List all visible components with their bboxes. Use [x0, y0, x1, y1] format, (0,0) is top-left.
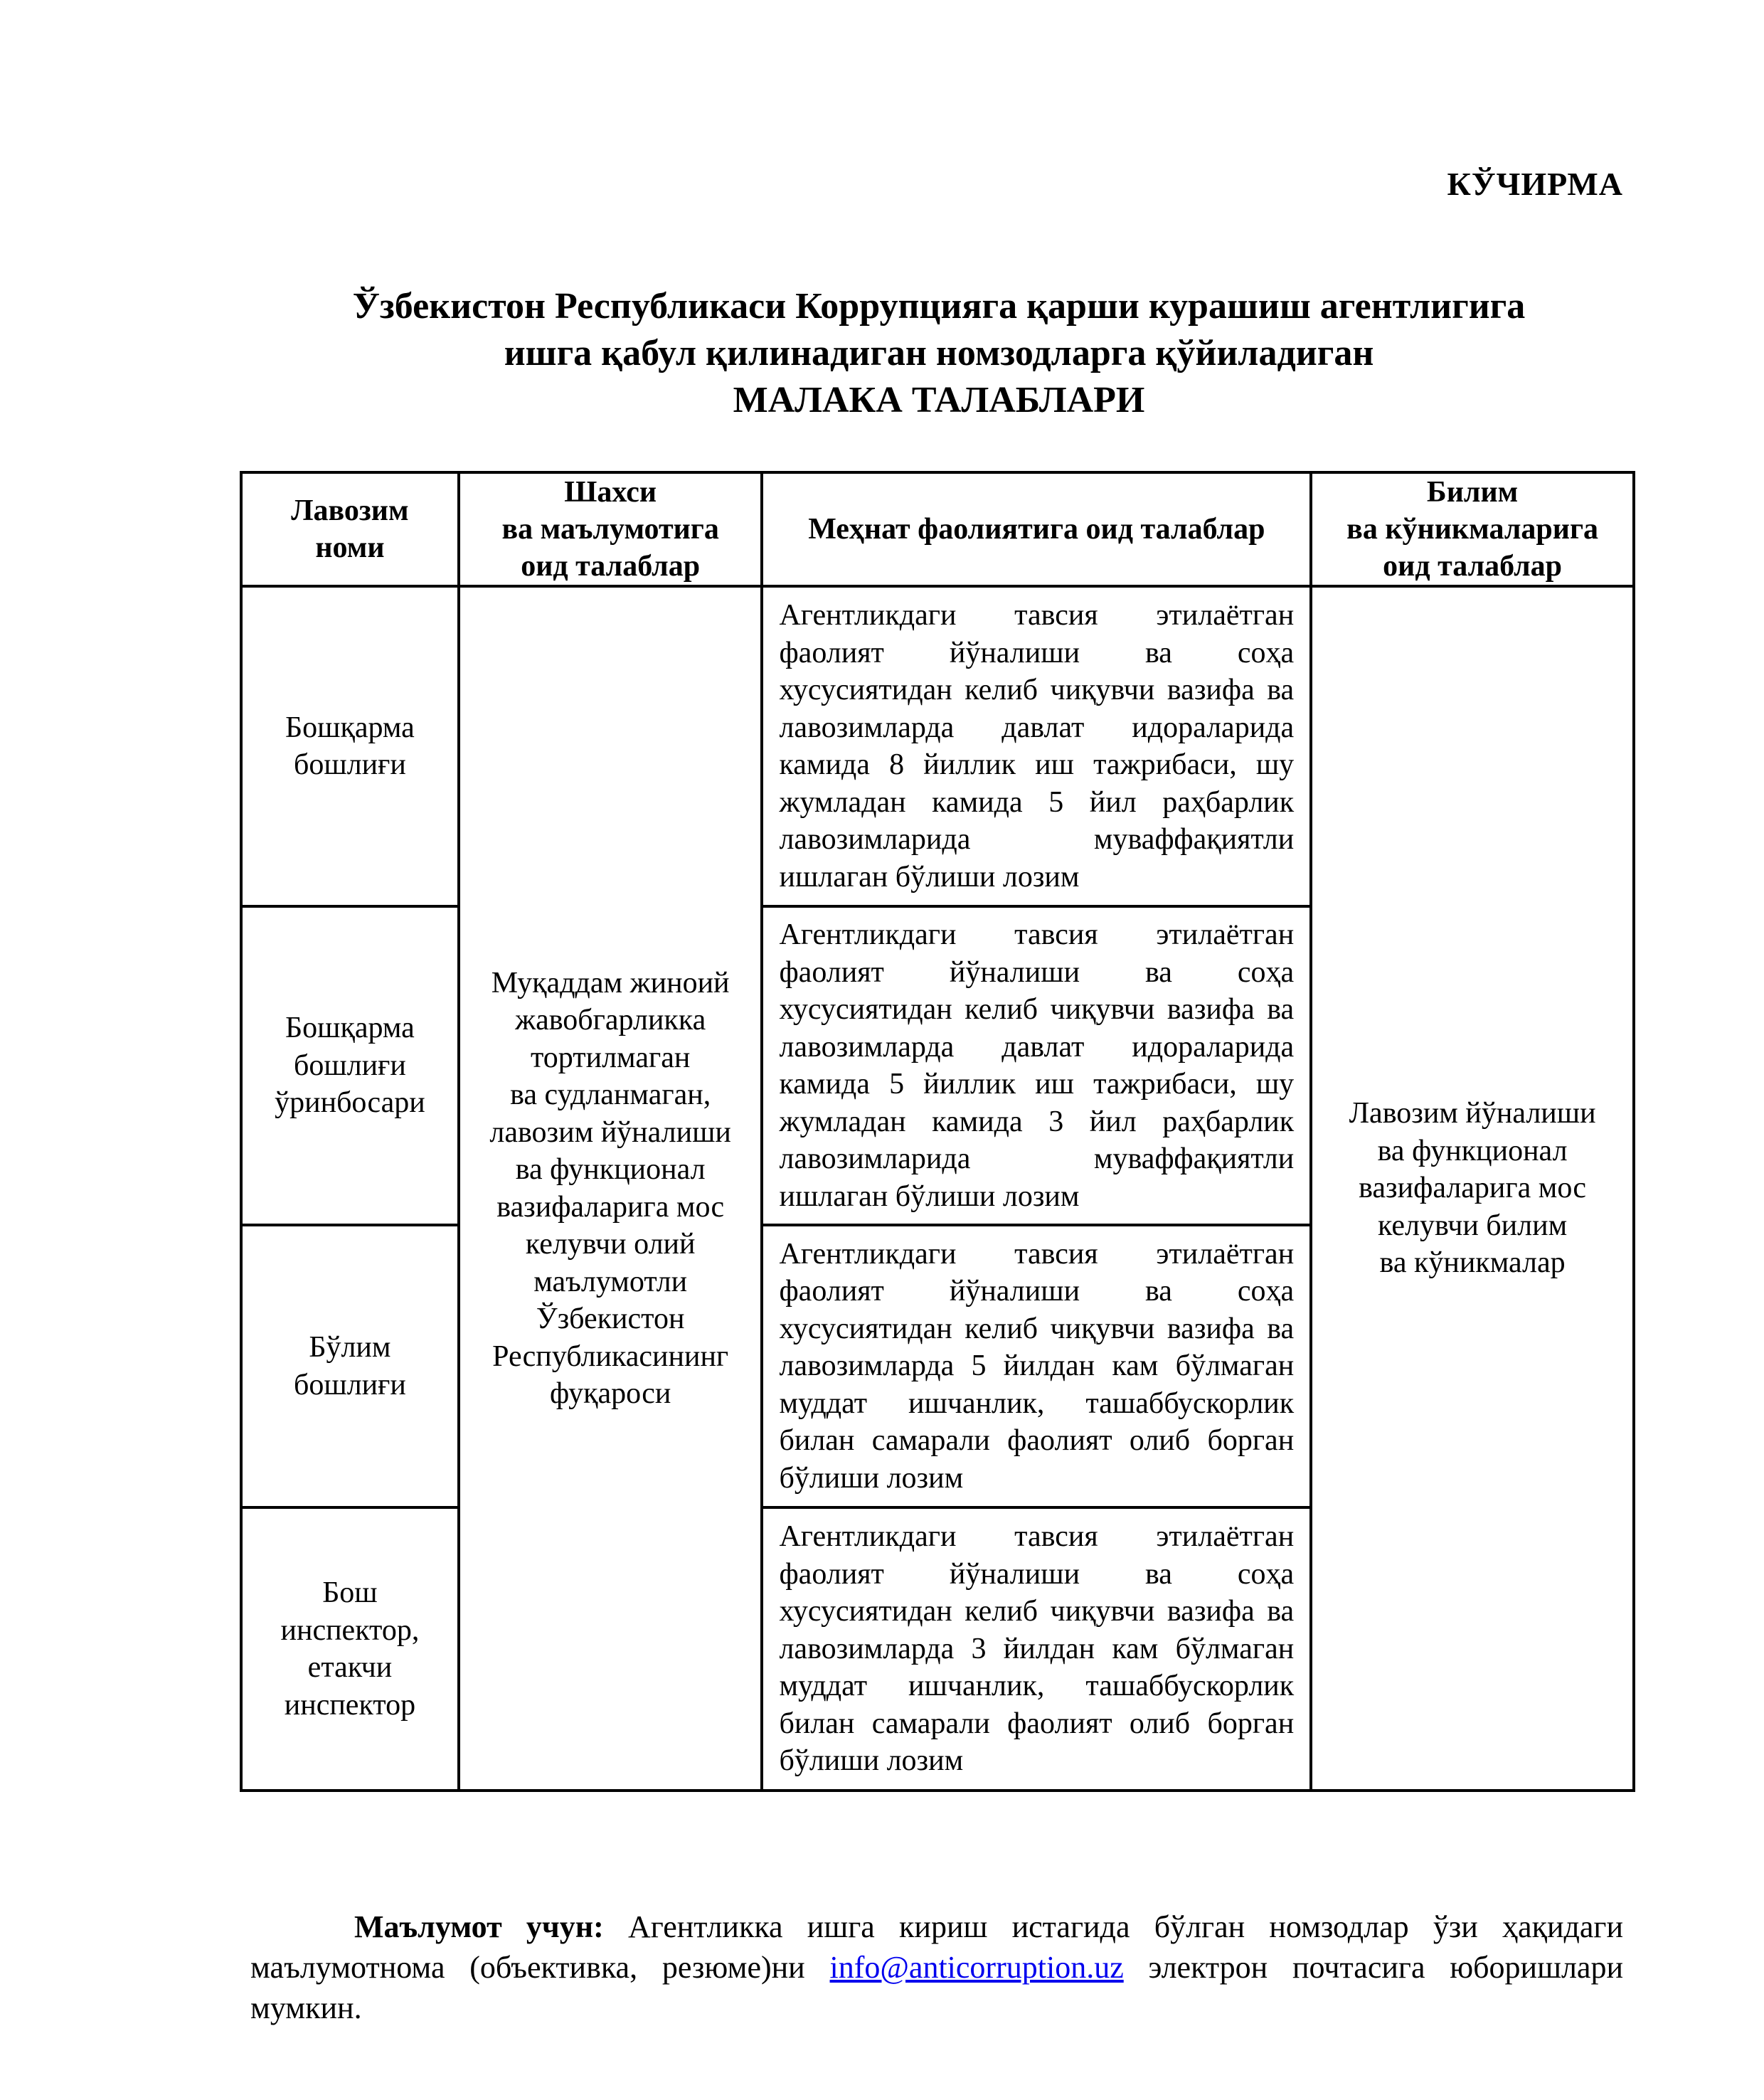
- header-knowledge-skills: Билим ва кўникмаларига оид талаблар: [1311, 472, 1634, 586]
- document-label: КЎЧИРМА: [1447, 166, 1623, 202]
- table-row: [241, 586, 1634, 906]
- knowledge-requirements-cell: Лавозим йўналиши ва функционал вазифаларига мос келувчи билим ва кўникмалар: [1311, 586, 1634, 1791]
- position-cell: Бўлим бошлиғи: [241, 1225, 459, 1507]
- table-header-row: [241, 472, 1634, 586]
- title-line-1: Ўзбекистон Республикаси Коррупцияга қарши курашиш агентлигига: [352, 286, 1526, 327]
- header-personal-requirements: Шахси ва маълумотига оид талаблар: [459, 472, 763, 586]
- experience-cell: Агентликдаги тавсия этилаётган фаолият йўналиши ва соҳа хусусиятидан келиб чиқувчи вазифа ва лавозимларда 5 йилдан кам бўлмаган муддат ишчанлик, ташаббускорлик билан самарали фаолият олиб борган бўлиши лозим: [762, 1225, 1311, 1507]
- position-cell: Бошқарма бошлиғи: [241, 586, 459, 906]
- position-cell: Бош инспектор, етакчи инспектор: [241, 1507, 459, 1791]
- title-line-3: МАЛАКА ТАЛАБЛАРИ: [733, 380, 1145, 420]
- experience-cell: Агентликдаги тавсия этилаётган фаолият йўналиши ва соҳа хусусиятидан келиб чиқувчи вазифа ва лавозимларда 3 йилдан кам бўлмаган муддат ишчанлик, ташаббускорлик билан самарали фаолият олиб борган бўлиши лозим: [762, 1507, 1311, 1791]
- title-line-2: ишга қабул қилинадиган номзодларга қўйиладиган: [504, 333, 1374, 373]
- header-work-experience: Меҳнат фаолиятига оид талаблар: [762, 472, 1311, 586]
- document-title: [242, 283, 1636, 424]
- footer-text-after-link: электрон почтасига юборишлари мумкин.: [250, 1950, 1623, 2025]
- footer-lead: Маълумот учун:: [354, 1909, 604, 1944]
- email-link[interactable]: info@anticorruption.uz: [829, 1950, 1124, 1985]
- footer-note: [250, 1907, 1623, 2028]
- experience-cell: Агентликдаги тавсия этилаётган фаолият йўналиши ва соҳа хусусиятидан келиб чиқувчи вазифа ва лавозимларда давлат идораларида камида 8 йиллик иш тажрибаси, шу жумладан камида 5 йил раҳбарлик лавозимларида муваффақиятли ишлаган бўлиши лозим: [762, 586, 1311, 906]
- position-cell: Бошқарма бошлиғи ўринбосари: [241, 906, 459, 1225]
- requirements-table: [240, 471, 1635, 1792]
- footer-text-before-link: Агентликка ишга кириш истагида бўлган номзодлар ўзи ҳақидаги маълумотнома (объективка, резюме)ни: [250, 1909, 1624, 1985]
- personal-requirements-cell: Муқаддам жиноий жавобгарликка тортилмаган ва судланмаган, лавозим йўналиши ва функционал вазифаларига мос келувчи олий маълумотли Ўзбекистон Республикасининг фуқароси: [459, 586, 763, 1791]
- experience-cell: Агентликдаги тавсия этилаётган фаолият йўналиши ва соҳа хусусиятидан келиб чиқувчи вазифа ва лавозимларда давлат идораларида камида 5 йиллик иш тажрибаси, шу жумладан камида 3 йил раҳбарлик лавозимларида муваффақиятли ишлаган бўлиши лозим: [762, 906, 1311, 1225]
- header-position-name: Лавозим номи: [241, 472, 459, 586]
